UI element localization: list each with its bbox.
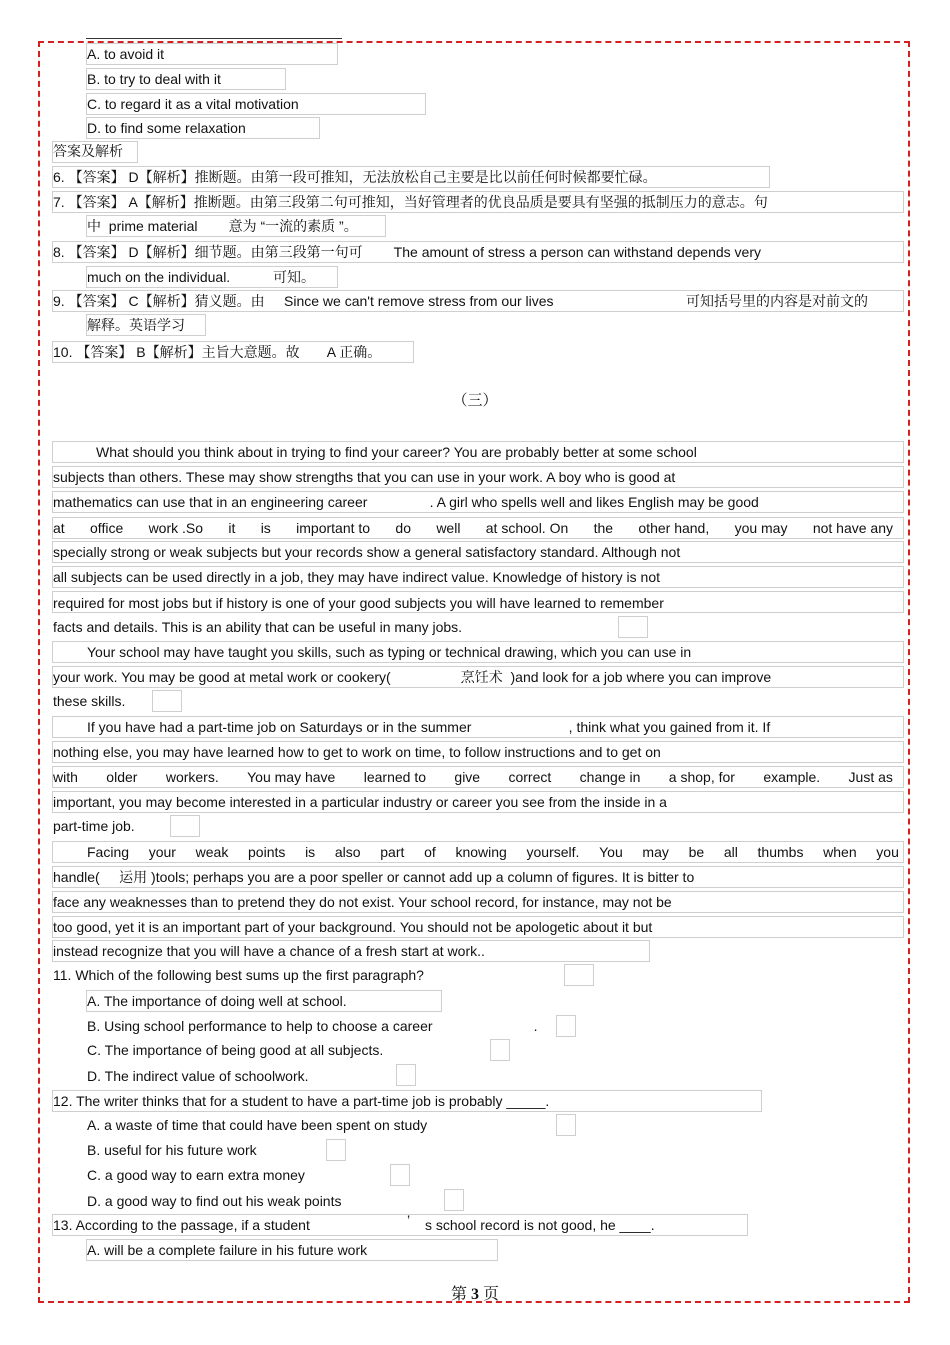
option-a: A. to avoid it — [87, 46, 165, 62]
question-12: 12. The writer thinks that for a student to have a part-time job is probably _____. — [53, 1093, 550, 1109]
option-c: C. a good way to earn extra money — [87, 1167, 305, 1183]
passage-word: a shop, for — [668, 769, 735, 785]
passage-word: you may — [734, 520, 788, 536]
passage-line: too good, yet it is an important part of your background. You should not be apologetic about it but — [53, 919, 653, 935]
passage-word: may — [642, 844, 669, 860]
question-box — [564, 964, 594, 986]
passage-word: be — [688, 844, 705, 860]
answer-6: 6. 【答案】 D【解析】推断题。由第一段可推知，无法放松自己主要是比以前任何时候都要忙碌。 — [53, 169, 657, 185]
page-number: 3 — [471, 1286, 479, 1303]
passage-word: points — [248, 844, 286, 860]
passage-line: What should you think about in trying to find your career? You are probably better at some school — [96, 444, 697, 460]
question-box — [490, 1039, 510, 1061]
passage-word: your — [148, 844, 176, 860]
answer-7-line1: 7. 【答案】 A【解析】推断题。由第三段第二句可推知，当好管理者的优良品质是要具有坚强的抵制压力的意志。句 — [53, 194, 768, 210]
option-c: C. to regard it as a vital motivation — [87, 96, 299, 112]
passage-word: all — [723, 844, 738, 860]
passage-word: the — [593, 520, 614, 536]
passage-line: important, you may become interested in a particular industry or career you see from the inside in a — [53, 794, 667, 810]
question-13-right: s school record is not good, he ____. — [425, 1217, 655, 1233]
passage-line: these skills. — [53, 693, 126, 709]
passage-line: If you have had a part-time job on Saturdays or in the summer , think what you gained from it. If — [87, 719, 771, 735]
passage-word: office — [90, 520, 124, 536]
answer-8-line2: much on the individual. 可知。 — [87, 269, 315, 285]
passage-word: not have any — [812, 520, 893, 536]
passage-line: your work. You may be good at metal work or cookery( 烹饪术 )and look for a job where you can improve — [53, 669, 772, 685]
passage-word: important to — [296, 520, 371, 536]
passage-word: other hand, — [638, 520, 710, 536]
passage-line: subjects than others. These may show strengths that you can use in your work. A boy who is good at — [53, 469, 676, 485]
question-box — [556, 1015, 576, 1037]
passage-line: handle( 运用 )tools; perhaps you are a poor speller or cannot add up a column of figures. It is bitter to — [53, 869, 695, 885]
option-b: B. Using school performance to help to choose a career . — [87, 1018, 538, 1034]
option-b: B. useful for his future work — [87, 1142, 257, 1158]
question-13-left: 13. According to the passage, if a student — [53, 1217, 310, 1233]
passage-line: all subjects can be used directly in a job, they may have indirect value. Knowledge of history is not — [53, 569, 660, 585]
passage-line-justified — [53, 519, 893, 537]
page-footer — [0, 1281, 950, 1304]
passage-line-box — [152, 690, 182, 712]
passage-word: well — [436, 520, 461, 536]
option-a: A. will be a complete failure in his future work — [87, 1242, 368, 1258]
section-title: （三） — [452, 392, 498, 409]
passage-line-box — [170, 815, 200, 837]
option-d: D. The indirect value of schoolwork. — [87, 1068, 309, 1084]
passage-word: part — [380, 844, 405, 860]
passage-word: at school. On — [485, 520, 569, 536]
passage-word: it — [228, 520, 236, 536]
passage-line: facts and details. This is an ability that can be useful in many jobs. — [53, 619, 463, 635]
passage-word: workers. — [165, 769, 219, 785]
passage-word: yourself. — [526, 844, 580, 860]
question-box — [444, 1189, 464, 1211]
passage-line: Your school may have taught you skills, such as typing or technical drawing, which you can use in — [87, 644, 692, 660]
answer-9-line1-left: 9. 【答案】 C【解析】猜义题。由 Since we can't remove stress from our lives — [53, 293, 554, 309]
footer-prefix: 第 — [450, 1286, 467, 1303]
answer-8-line1: 8. 【答案】 D【解析】细节题。由第三段第一句可 The amount of stress a person can withstand depends very — [53, 244, 761, 260]
passage-line-box — [618, 616, 648, 638]
passage-word: correct — [508, 769, 552, 785]
footer-suffix: 页 — [483, 1286, 500, 1303]
passage-line: instead recognize that you will have a chance of a fresh start at work.. — [53, 943, 485, 959]
passage-word: Just as — [848, 769, 893, 785]
passage-word: thumbs — [757, 844, 804, 860]
option-a: A. The importance of doing well at school. — [87, 993, 347, 1009]
passage-line: face any weaknesses than to pretend they do not exist. Your school record, for instance, may not be — [53, 894, 672, 910]
option-c: C. The importance of being good at all subjects. — [87, 1042, 384, 1058]
question-11: 11. Which of the following best sums up the first paragraph? — [53, 967, 424, 983]
passage-word: Facing — [87, 844, 130, 860]
passage-word: you — [876, 844, 899, 860]
passage-word: older — [106, 769, 138, 785]
passage-word: work .So — [148, 520, 204, 536]
passage-word: of — [424, 844, 436, 860]
answer-9-line2: 解释。英语学习 — [87, 317, 185, 333]
question-13-apostrophe: ’ — [407, 1212, 411, 1228]
answers-heading: 答案及解析 — [53, 143, 123, 159]
answer-10: 10. 【答案】 B【解析】主旨大意题。故 A 正确。 — [53, 344, 382, 360]
passage-word: knowing — [455, 844, 507, 860]
option-d: D. to find some relaxation — [87, 120, 246, 136]
option-b: B. to try to deal with it — [87, 71, 221, 87]
passage-word: give — [454, 769, 481, 785]
passage-word: example. — [763, 769, 821, 785]
passage-word: do — [395, 520, 411, 536]
passage-word: also — [334, 844, 361, 860]
option-d: D. a good way to find out his weak points — [87, 1193, 342, 1209]
passage-word: weak — [195, 844, 229, 860]
question-box — [390, 1164, 410, 1186]
answer-7-line2: 中 prime material 意为 “一流的素质 ”。 — [87, 218, 358, 234]
passage-word: at — [53, 520, 65, 536]
passage-word: is — [305, 844, 316, 860]
question-box — [396, 1064, 416, 1086]
question-box — [326, 1139, 346, 1161]
passage-line: mathematics can use that in an engineering career . A girl who spells well and likes English may be good — [53, 494, 759, 510]
top-rule — [86, 38, 342, 39]
question-box — [556, 1114, 576, 1136]
passage-line: required for most jobs but if history is one of your good subjects you will have learned to remember — [53, 595, 664, 611]
passage-word: change in — [579, 769, 641, 785]
passage-line-justified — [87, 843, 899, 861]
passage-line: specially strong or weak subjects but your records show a general satisfactory standard. Although not — [53, 544, 681, 560]
passage-word: when — [823, 844, 857, 860]
passage-line-justified — [53, 768, 893, 786]
answer-9-line1-right: 可知括号里的内容是对前文的 — [686, 293, 868, 309]
passage-word: is — [260, 520, 271, 536]
passage-line: part-time job. — [53, 818, 135, 834]
passage-word: You may have — [247, 769, 336, 785]
passage-word: learned to — [363, 769, 427, 785]
option-a: A. a waste of time that could have been spent on study — [87, 1117, 428, 1133]
passage-word: with — [53, 769, 78, 785]
passage-line: nothing else, you may have learned how to get to work on time, to follow instructions and to get on — [53, 744, 661, 760]
passage-word: You — [599, 844, 623, 860]
